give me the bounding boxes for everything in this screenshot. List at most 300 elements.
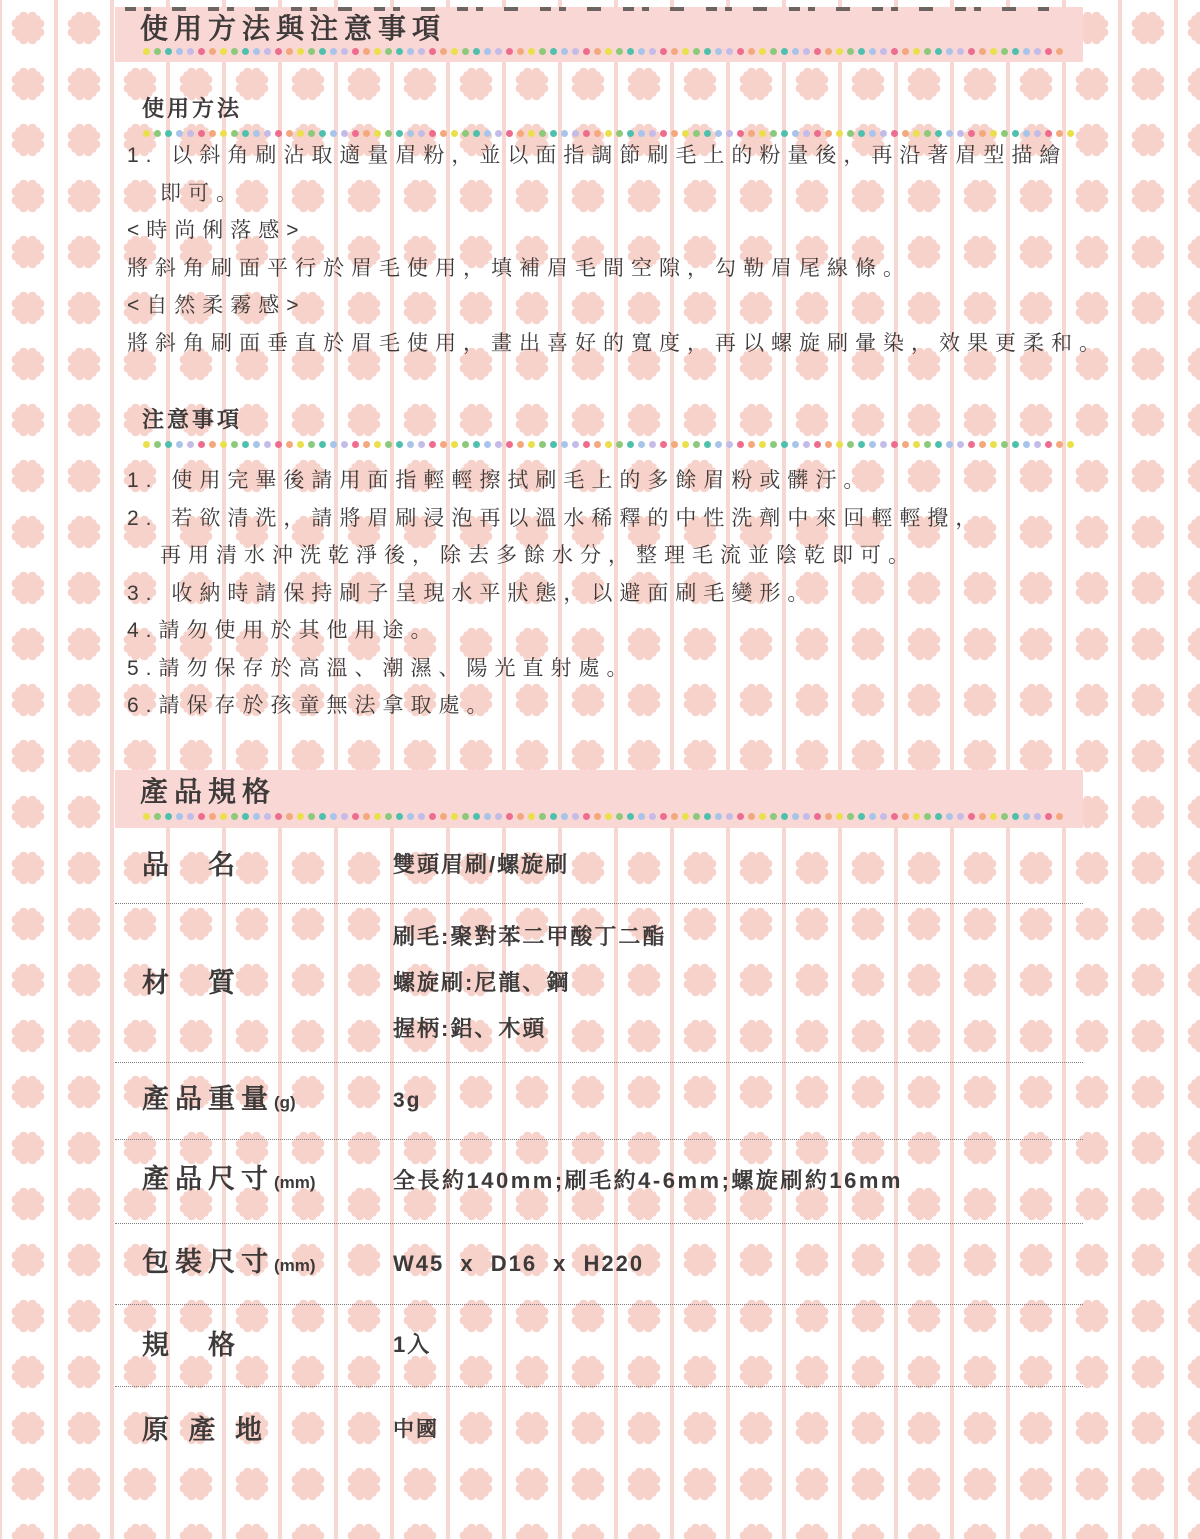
- divider-dot: [561, 813, 568, 820]
- divider-dot: [594, 441, 601, 448]
- row-value: 中國: [393, 1417, 439, 1441]
- rainbow-dot-divider: [143, 440, 1080, 448]
- divider-dot: [638, 813, 645, 820]
- divider-dot: [1023, 48, 1030, 55]
- divider-dot: [341, 130, 348, 137]
- divider-dot: [550, 441, 557, 448]
- divider-dot: [396, 130, 403, 137]
- note-line: 6.請保存於孩童無法拿取處。: [127, 694, 495, 717]
- divider-dot: [396, 813, 403, 820]
- divider-dot: [671, 48, 678, 55]
- divider-dot: [242, 48, 249, 55]
- divider-dot: [902, 130, 909, 137]
- divider-dot: [660, 441, 667, 448]
- divider-dot: [286, 130, 293, 137]
- page-title: 使用方法與注意事項: [140, 13, 447, 44]
- divider-dot: [792, 130, 799, 137]
- divider-dot: [1056, 48, 1063, 55]
- divider-dot: [275, 48, 282, 55]
- divider-dot: [836, 48, 843, 55]
- divider-dot: [726, 48, 733, 55]
- divider-dot: [385, 48, 392, 55]
- divider-dot: [605, 48, 612, 55]
- unit-suffix: (mm): [274, 1173, 316, 1192]
- divider-dot: [759, 130, 766, 137]
- divider-dot: [1001, 813, 1008, 820]
- divider-dot: [1056, 441, 1063, 448]
- divider-dot: [242, 813, 249, 820]
- divider-dot: [792, 441, 799, 448]
- divider-dot: [572, 48, 579, 55]
- divider-dot: [924, 441, 931, 448]
- divider-dot: [176, 441, 183, 448]
- divider-dot: [924, 48, 931, 55]
- divider-dot: [693, 441, 700, 448]
- divider-dot: [682, 813, 689, 820]
- divider-dot: [154, 130, 161, 137]
- divider-dot: [330, 48, 337, 55]
- divider-dot: [946, 48, 953, 55]
- divider-dot: [627, 813, 634, 820]
- divider-dot: [1034, 48, 1041, 55]
- divider-dot: [539, 441, 546, 448]
- divider-dot: [143, 441, 150, 448]
- divider-dot: [913, 130, 920, 137]
- divider-dot: [891, 441, 898, 448]
- divider-dot: [550, 130, 557, 137]
- divider-dot: [583, 130, 590, 137]
- divider-dot: [231, 130, 238, 137]
- divider-dot: [462, 48, 469, 55]
- notes-list: [115, 462, 1083, 725]
- divider-dot: [484, 48, 491, 55]
- unit-suffix: (g): [274, 1092, 296, 1112]
- note-line: 4.請勿使用於其他用途。: [127, 619, 439, 642]
- divider-dot: [1012, 48, 1019, 55]
- divider-dot: [693, 130, 700, 137]
- divider-dot: [187, 130, 194, 137]
- divider-dot: [407, 130, 414, 137]
- divider-dot: [891, 48, 898, 55]
- divider-dot: [473, 130, 480, 137]
- divider-dot: [374, 813, 381, 820]
- divider-dot: [341, 813, 348, 820]
- divider-dot: [209, 813, 216, 820]
- divider-dot: [803, 441, 810, 448]
- divider-dot: [319, 813, 326, 820]
- divider-dot: [473, 813, 480, 820]
- usage-line: <自然柔霧感>: [127, 294, 306, 317]
- divider-dot: [847, 130, 854, 137]
- divider-dot: [957, 441, 964, 448]
- divider-dot: [209, 441, 216, 448]
- divider-dot: [198, 813, 205, 820]
- divider-dot: [649, 48, 656, 55]
- divider-dot: [517, 130, 524, 137]
- divider-dot: [198, 130, 205, 137]
- divider-dot: [594, 130, 601, 137]
- divider-dot: [550, 813, 557, 820]
- divider-dot: [814, 813, 821, 820]
- usage-line: 1. 以斜角刷沾取適量眉粉，並以面指調節刷毛上的粉量後，再沿著眉型描繪: [127, 144, 1068, 167]
- divider-dot: [1001, 130, 1008, 137]
- row-label: 包裝尺寸(mm): [142, 1246, 316, 1277]
- divider-dot: [814, 48, 821, 55]
- divider-dot: [583, 813, 590, 820]
- divider-dot: [979, 130, 986, 137]
- divider-dot: [990, 48, 997, 55]
- divider-dot: [1034, 130, 1041, 137]
- divider-dot: [495, 813, 502, 820]
- divider-dot: [165, 48, 172, 55]
- divider-dot: [825, 813, 832, 820]
- divider-dot: [341, 48, 348, 55]
- divider-dot: [638, 441, 645, 448]
- divider-dot: [385, 441, 392, 448]
- divider-dot: [484, 441, 491, 448]
- divider-dot: [781, 441, 788, 448]
- divider-dot: [396, 48, 403, 55]
- divider-dot: [891, 130, 898, 137]
- divider-dot: [209, 48, 216, 55]
- divider-dot: [880, 441, 887, 448]
- divider-dot: [583, 441, 590, 448]
- divider-dot: [264, 813, 271, 820]
- divider-dot: [528, 48, 535, 55]
- row-value: W45 x D16 x H220: [393, 1250, 645, 1276]
- divider-dot: [902, 48, 909, 55]
- divider-dot: [803, 48, 810, 55]
- divider-dot: [385, 813, 392, 820]
- divider-dot: [836, 441, 843, 448]
- divider-dot: [957, 813, 964, 820]
- divider-dot: [1045, 48, 1052, 55]
- unit-suffix: (mm): [274, 1255, 316, 1275]
- divider-dot: [649, 813, 656, 820]
- divider-dot: [572, 441, 579, 448]
- divider-dot: [759, 441, 766, 448]
- divider-dot: [231, 441, 238, 448]
- divider-dot: [1056, 130, 1063, 137]
- divider-dot: [275, 130, 282, 137]
- divider-dot: [154, 813, 161, 820]
- divider-dot: [781, 48, 788, 55]
- note-line: 5.請勿保存於高溫、潮濕、陽光直射處。: [127, 656, 635, 680]
- divider-dot: [418, 813, 425, 820]
- section-band-specs: [115, 770, 1083, 828]
- table-row-origin: [115, 1387, 1083, 1473]
- table-row-material: [115, 904, 1083, 1063]
- divider-dot: [792, 48, 799, 55]
- divider-dot: [638, 48, 645, 55]
- divider-dot: [539, 130, 546, 137]
- divider-dot: [748, 130, 755, 137]
- divider-dot: [330, 813, 337, 820]
- divider-dot: [880, 48, 887, 55]
- row-value: 雙頭眉刷/螺旋刷: [393, 852, 570, 877]
- divider-dot: [770, 813, 777, 820]
- divider-dot: [858, 441, 865, 448]
- divider-dot: [319, 130, 326, 137]
- divider-dot: [891, 813, 898, 820]
- divider-dot: [737, 48, 744, 55]
- divider-dot: [517, 441, 524, 448]
- divider-dot: [561, 48, 568, 55]
- divider-dot: [946, 813, 953, 820]
- divider-dot: [935, 441, 942, 448]
- divider-dot: [715, 441, 722, 448]
- divider-dot: [682, 48, 689, 55]
- divider-dot: [396, 441, 403, 448]
- divider-dot: [231, 813, 238, 820]
- divider-dot: [429, 130, 436, 137]
- divider-dot: [1023, 813, 1030, 820]
- divider-dot: [968, 441, 975, 448]
- divider-dot: [924, 813, 931, 820]
- divider-dot: [374, 441, 381, 448]
- divider-dot: [165, 441, 172, 448]
- divider-dot: [308, 48, 315, 55]
- divider-dot: [319, 441, 326, 448]
- divider-dot: [418, 441, 425, 448]
- divider-dot: [506, 813, 513, 820]
- divider-dot: [363, 441, 370, 448]
- notes-section: [115, 407, 1083, 725]
- rainbow-dot-divider: [143, 129, 1080, 137]
- spec-table: [115, 828, 1083, 1473]
- note-line: 1. 使用完畢後請用面指輕輕擦拭刷毛上的多餘眉粉或髒汙。: [127, 469, 872, 492]
- divider-dot: [726, 130, 733, 137]
- divider-dot: [748, 813, 755, 820]
- usage-line: 即可。: [160, 181, 244, 205]
- content-column: [115, 0, 1107, 1473]
- divider-dot: [1001, 48, 1008, 55]
- divider-dot: [264, 130, 271, 137]
- divider-dot: [429, 48, 436, 55]
- divider-dot: [374, 48, 381, 55]
- divider-dot: [264, 48, 271, 55]
- divider-dot: [616, 48, 623, 55]
- row-label: 材 質: [142, 967, 241, 998]
- divider-dot: [308, 441, 315, 448]
- divider-dot: [407, 813, 414, 820]
- divider-dot: [440, 813, 447, 820]
- divider-dot: [297, 441, 304, 448]
- note-line: 再用清水沖洗乾淨後，除去多餘水分，整理毛流並陰乾即可。: [160, 544, 916, 567]
- table-row-weight: [115, 1063, 1083, 1140]
- divider-dot: [693, 813, 700, 820]
- divider-dot: [880, 130, 887, 137]
- divider-dot: [275, 813, 282, 820]
- divider-dot: [407, 48, 414, 55]
- row-value: [393, 914, 666, 1052]
- divider-dot: [858, 130, 865, 137]
- divider-dot: [495, 441, 502, 448]
- divider-dot: [363, 130, 370, 137]
- divider-dot: [902, 441, 909, 448]
- divider-dot: [869, 813, 876, 820]
- divider-dot: [649, 130, 656, 137]
- divider-dot: [638, 130, 645, 137]
- divider-dot: [484, 130, 491, 137]
- divider-dot: [451, 813, 458, 820]
- divider-dot: [913, 48, 920, 55]
- divider-dot: [1023, 441, 1030, 448]
- divider-dot: [1045, 441, 1052, 448]
- divider-dot: [715, 813, 722, 820]
- rainbow-dot-divider: [143, 813, 1063, 821]
- divider-dot: [990, 441, 997, 448]
- divider-dot: [627, 441, 634, 448]
- divider-dot: [429, 813, 436, 820]
- divider-dot: [253, 441, 260, 448]
- divider-dot: [957, 48, 964, 55]
- row-label: 產品尺寸(mm): [142, 1164, 316, 1194]
- divider-dot: [605, 441, 612, 448]
- usage-line: <時尚俐落感>: [127, 219, 306, 242]
- divider-dot: [759, 48, 766, 55]
- divider-dot: [154, 48, 161, 55]
- divider-dot: [957, 130, 964, 137]
- divider-dot: [506, 130, 513, 137]
- divider-dot: [418, 130, 425, 137]
- divider-dot: [616, 130, 623, 137]
- divider-dot: [682, 130, 689, 137]
- row-value: 全長約140mm;刷毛約4-6mm;螺旋刷約16mm: [393, 1168, 903, 1193]
- divider-dot: [539, 48, 546, 55]
- divider-dot: [561, 130, 568, 137]
- divider-dot: [935, 130, 942, 137]
- divider-dot: [220, 48, 227, 55]
- divider-dot: [1045, 130, 1052, 137]
- divider-dot: [495, 48, 502, 55]
- divider-dot: [715, 130, 722, 137]
- divider-dot: [220, 441, 227, 448]
- divider-dot: [737, 441, 744, 448]
- divider-dot: [143, 48, 150, 55]
- divider-dot: [242, 130, 249, 137]
- row-label: 品 名: [142, 850, 241, 880]
- row-label: 原 產 地: [142, 1414, 269, 1445]
- material-line: 握柄:鋁、木頭: [393, 1015, 547, 1041]
- divider-dot: [803, 130, 810, 137]
- usage-line: 將斜角刷面平行於眉毛使用，填補眉毛間空隙，勾勒眉尾線條。: [127, 256, 911, 280]
- divider-dot: [968, 130, 975, 137]
- divider-dot: [297, 48, 304, 55]
- divider-dot: [495, 130, 502, 137]
- divider-dot: [473, 48, 480, 55]
- divider-dot: [1056, 813, 1063, 820]
- divider-dot: [1012, 130, 1019, 137]
- divider-dot: [363, 48, 370, 55]
- divider-dot: [528, 441, 535, 448]
- divider-dot: [462, 441, 469, 448]
- divider-dot: [759, 813, 766, 820]
- divider-dot: [198, 48, 205, 55]
- divider-dot: [814, 441, 821, 448]
- divider-dot: [462, 813, 469, 820]
- divider-dot: [176, 48, 183, 55]
- divider-dot: [1023, 130, 1030, 137]
- divider-dot: [440, 48, 447, 55]
- divider-dot: [792, 813, 799, 820]
- divider-dot: [528, 813, 535, 820]
- divider-dot: [583, 48, 590, 55]
- notes-title: 注意事項: [142, 407, 243, 432]
- divider-dot: [462, 130, 469, 137]
- divider-dot: [297, 813, 304, 820]
- divider-dot: [660, 48, 667, 55]
- divider-dot: [770, 130, 777, 137]
- divider-dot: [924, 130, 931, 137]
- divider-dot: [814, 130, 821, 137]
- usage-title: 使用方法: [142, 96, 243, 121]
- section-band-usage-notes: [115, 7, 1083, 62]
- divider-dot: [517, 813, 524, 820]
- divider-dot: [550, 48, 557, 55]
- divider-dot: [605, 813, 612, 820]
- divider-dot: [418, 48, 425, 55]
- row-value: 1入: [393, 1332, 432, 1357]
- divider-dot: [990, 130, 997, 137]
- divider-dot: [253, 130, 260, 137]
- divider-dot: [869, 130, 876, 137]
- cropped-text-fragment: [125, 7, 1053, 11]
- divider-dot: [1001, 441, 1008, 448]
- divider-dot: [704, 441, 711, 448]
- divider-dot: [715, 48, 722, 55]
- specs-title: 產品規格: [140, 775, 277, 807]
- divider-dot: [902, 813, 909, 820]
- row-label: 產品重量(g): [142, 1083, 296, 1114]
- divider-dot: [429, 441, 436, 448]
- divider-dot: [858, 48, 865, 55]
- divider-dot: [308, 130, 315, 137]
- divider-dot: [671, 130, 678, 137]
- divider-dot: [1034, 813, 1041, 820]
- divider-dot: [704, 130, 711, 137]
- divider-dot: [220, 130, 227, 137]
- divider-dot: [1067, 130, 1074, 137]
- divider-dot: [616, 813, 623, 820]
- divider-dot: [781, 813, 788, 820]
- divider-dot: [968, 48, 975, 55]
- divider-dot: [242, 441, 249, 448]
- divider-dot: [825, 441, 832, 448]
- divider-dot: [704, 813, 711, 820]
- divider-dot: [737, 813, 744, 820]
- divider-dot: [165, 130, 172, 137]
- divider-dot: [506, 441, 513, 448]
- divider-dot: [187, 813, 194, 820]
- divider-dot: [143, 813, 150, 820]
- divider-dot: [847, 813, 854, 820]
- table-row-product-size: [115, 1140, 1083, 1224]
- divider-dot: [220, 813, 227, 820]
- divider-dot: [726, 441, 733, 448]
- divider-dot: [407, 441, 414, 448]
- divider-dot: [176, 130, 183, 137]
- divider-dot: [330, 130, 337, 137]
- divider-dot: [1012, 813, 1019, 820]
- divider-dot: [1012, 441, 1019, 448]
- divider-dot: [352, 441, 359, 448]
- divider-dot: [187, 48, 194, 55]
- divider-dot: [440, 441, 447, 448]
- divider-dot: [594, 813, 601, 820]
- divider-dot: [770, 48, 777, 55]
- divider-dot: [286, 441, 293, 448]
